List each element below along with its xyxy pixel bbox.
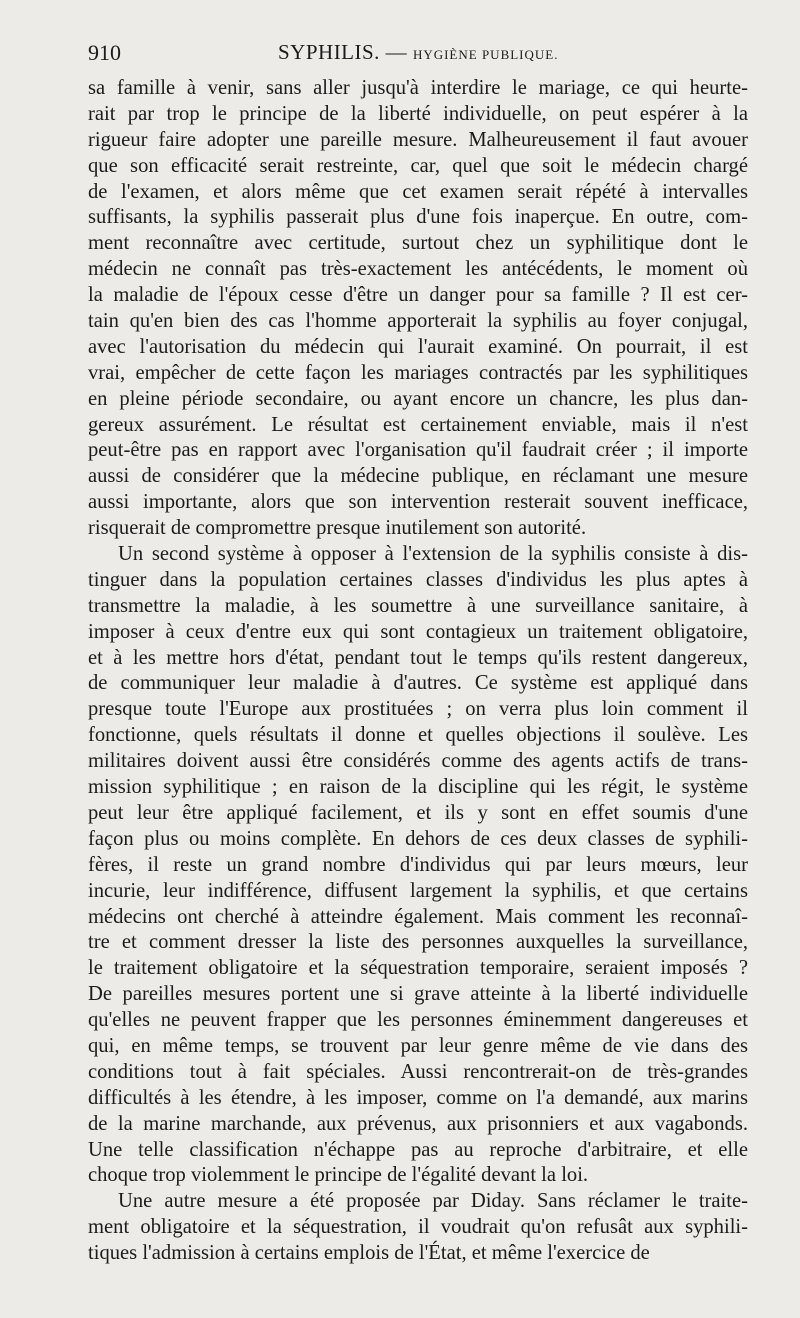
text-line: et à les mettre hors d'état, pendant tout le temps qu'ils restent dangereux, — [88, 646, 748, 669]
text-line: suffisants, la syphilis passerait plus d'une fois inaperçue. En outre, com- — [88, 206, 748, 229]
text-line: incurie, leur indifférence, diffusent largement la syphilis, et que certains — [88, 879, 748, 902]
text-line: peut leur être appliqué facilement, et ils y sont en effet soumis d'une — [88, 801, 748, 824]
text-line: de communiquer leur maladie à d'autres. Ce système est appliqué dans — [88, 672, 748, 695]
text-line: imposer à ceux d'entre eux qui sont contagieux un traitement obligatoire, — [88, 620, 748, 643]
body-text — [88, 76, 748, 1267]
text-line: la maladie de l'époux cesse d'être un danger pour sa famille ? Il est cer- — [88, 284, 748, 307]
page-number: 910 — [88, 40, 121, 65]
text-line: militaires doivent aussi être considérés comme des agents actifs de trans- — [88, 750, 748, 773]
text-line: médecin ne connaît pas très-exactement les antécédents, le moment où — [88, 258, 748, 281]
text-line: risquerait de compromettre presque inutilement son autorité. — [88, 517, 587, 540]
text-line: difficultés à les étendre, à les imposer, comme on l'a demandé, aux marins — [88, 1086, 748, 1109]
paragraph — [88, 76, 748, 542]
text-line: de la marine marchande, aux prévenus, aux prisonniers et aux vagabonds. — [88, 1112, 748, 1135]
running-head-main: SYPHILIS. — — [278, 40, 408, 64]
text-line: en pleine période secondaire, ou ayant encore un chancre, les plus dan- — [88, 387, 748, 410]
text-line: fonctionne, quels résultats il donne et quelles objections il soulève. Les — [88, 724, 748, 747]
text-line: tiques l'admission à certains emplois de l'État, et même l'exercice de — [88, 1242, 650, 1265]
page-header — [88, 40, 746, 70]
text-line: rigueur faire adopter une pareille mesure. Malheureusement il faut avouer — [88, 128, 748, 151]
text-line: aussi importante, alors que son intervention resterait souvent inefficace, — [88, 491, 748, 514]
text-line: Un second système à opposer à l'extension de la syphilis consiste à dis- — [118, 543, 748, 566]
text-line: tre et comment dresser la liste des personnes auxquelles la surveillance, — [88, 931, 748, 954]
running-head — [278, 40, 558, 65]
text-line: peut-être pas en rapport avec l'organisation qu'il faudrait créer ; il importe — [88, 439, 748, 462]
text-line: médecins ont cherché à atteindre également. Mais comment les reconnaî- — [88, 905, 748, 928]
text-line: qui, en même temps, se trouvent par leur genre même de vie dans des — [88, 1034, 748, 1057]
text-line: fères, il reste un grand nombre d'individus qui par leurs mœurs, leur — [88, 853, 748, 876]
text-line: aussi de considérer que la médecine publique, en réclamant une mesure — [88, 465, 748, 488]
text-line: de l'examen, et alors même que cet examen serait répété à intervalles — [88, 180, 748, 203]
text-line: transmettre la maladie, à les soumettre à une surveillance sanitaire, à — [88, 594, 748, 617]
text-line: qu'elles ne peuvent frapper que les personnes éminemment dangereuses et — [88, 1009, 748, 1032]
paragraph — [88, 1189, 748, 1267]
text-line: sa famille à venir, sans aller jusqu'à interdire le mariage, ce qui heurte- — [88, 77, 748, 99]
text-line: conditions tout à fait spéciales. Aussi rencontrerait-on de très-grandes — [88, 1060, 748, 1083]
text-line: De pareilles mesures portent une si grave atteinte à la liberté individuelle — [88, 983, 748, 1006]
running-head-subtitle: HYGIÈNE PUBLIQUE. — [412, 47, 559, 62]
text-line: ment reconnaître avec certitude, surtout chez un syphilitique dont le — [88, 232, 748, 255]
text-line: Une telle classification n'échappe pas au reproche d'arbitraire, et elle — [88, 1138, 748, 1161]
text-line: tain qu'en bien des cas l'homme apporterait la syphilis au foyer conjugal, — [88, 310, 748, 333]
text-line: le traitement obligatoire et la séquestration temporaire, seraient imposés ? — [88, 957, 748, 980]
text-line: choque trop violemment le principe de l'égalité devant la loi. — [88, 1164, 589, 1187]
text-line: presque toute l'Europe aux prostituées ; on verra plus loin comment il — [88, 698, 748, 721]
text-line: tinguer dans la population certaines classes d'individus les plus aptes à — [88, 568, 748, 591]
text-line: gereux assurément. Le résultat est certainement enviable, mais il n'est — [88, 413, 748, 436]
text-line: façon plus ou moins complète. En dehors de ces deux classes de syphili- — [88, 827, 748, 850]
text-line: rait par trop le principe de la liberté individuelle, on peut espérer à la — [88, 102, 748, 125]
text-line: ment obligatoire et la séquestration, il voudrait qu'on refusât aux syphili- — [88, 1216, 748, 1239]
text-line: que son efficacité serait restreinte, car, quel que soit le médecin chargé — [88, 154, 748, 177]
text-line: Une autre mesure a été proposée par Diday. Sans réclamer le traite- — [118, 1190, 748, 1213]
text-line: mission syphilitique ; en raison de la discipline qui les régit, le système — [88, 776, 748, 799]
paragraph — [88, 542, 748, 1189]
text-line: vrai, empêcher de cette façon les mariages contractés par les syphilitiques — [88, 361, 748, 384]
text-line: avec l'autorisation du médecin qui l'aurait examiné. On pourrait, il est — [88, 335, 748, 358]
